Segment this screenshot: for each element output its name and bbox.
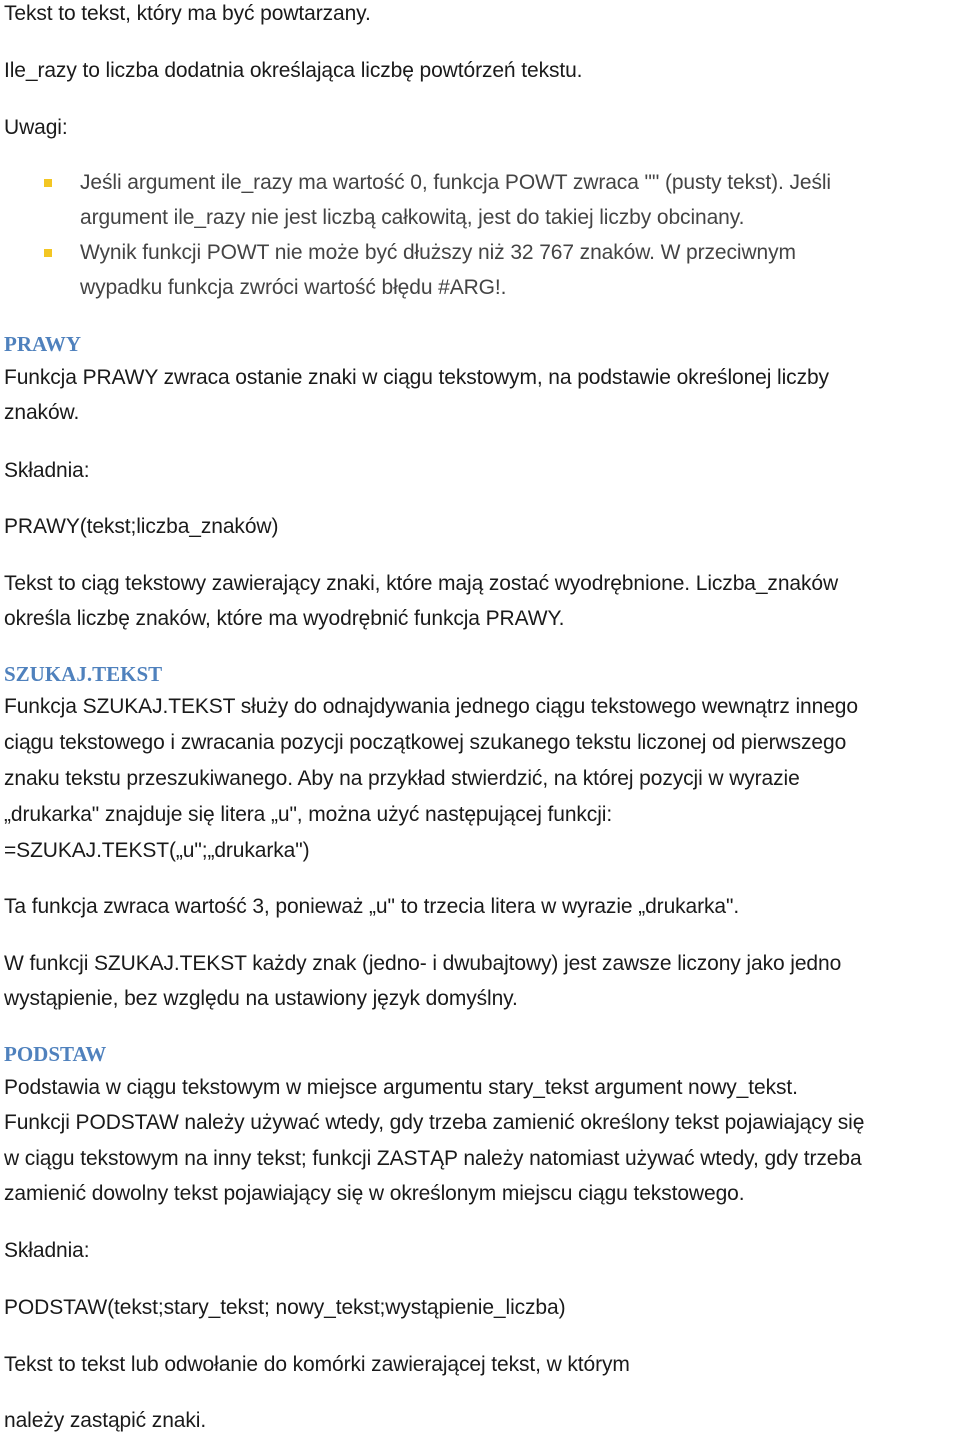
- podstaw-description-line-1: Podstawia w ciągu tekstowym w miejsce argumentu stary_tekst argument nowy_tekst.: [4, 1076, 798, 1099]
- szukaj-note-line-2: wystąpienie, bez względu na ustawiony język domyślny.: [4, 987, 518, 1010]
- prawy-description-line-1: Funkcja PRAWY zwraca ostanie znaki w ciągu tekstowym, na podstawie określonej liczby: [4, 366, 829, 389]
- szukaj-description-line-1: Funkcja SZUKAJ.TEKST służy do odnajdywania jednego ciągu tekstowego wewnątrz innego: [4, 695, 858, 718]
- szukaj-description-line-3: znaku tekstu przeszukiwanego. Aby na przykład stwierdzić, na której pozycji w wyrazie: [4, 767, 800, 790]
- podstaw-description-line-2: Funkcji PODSTAW należy używać wtedy, gdy trzeba zamienić określony tekst pojawiający się: [4, 1111, 865, 1134]
- note-2-line-1: Wynik funkcji POWT nie może być dłuższy niż 32 767 znaków. W przeciwnym: [80, 241, 796, 264]
- note-1-line-2: argument ile_razy nie jest liczbą całkowitą, jest do takiej liczby obcinany.: [80, 206, 745, 229]
- heading-szukaj-tekst: SZUKAJ.TEKST: [4, 662, 163, 686]
- prawy-syntax: PRAWY(tekst;liczba_znaków): [4, 515, 279, 538]
- tekst-argument-description: Tekst to tekst, który ma być powtarzany.: [4, 2, 371, 25]
- heading-prawy: PRAWY: [4, 332, 81, 356]
- prawy-description-line-2: znaków.: [4, 401, 80, 424]
- szukaj-description-line-2: ciągu tekstowego i zwracania pozycji początkowej szukanego tekstu liczonej od pierwszego: [4, 731, 847, 754]
- podstaw-description-line-4: zamienić dowolny tekst pojawiający się w określonym miejscu ciągu tekstowego.: [4, 1182, 745, 1205]
- prawy-arguments-line-1: Tekst to ciąg tekstowy zawierający znaki, które mają zostać wyodrębnione. Liczba_znaków: [4, 572, 839, 595]
- podstaw-syntax: PODSTAW(tekst;stary_tekst; nowy_tekst;wystąpienie_liczba): [4, 1296, 566, 1319]
- podstaw-arguments-line-2: należy zastąpić znaki.: [4, 1409, 207, 1432]
- podstaw-skladnia-label: Składnia:: [4, 1239, 90, 1262]
- bullet-square-icon: [44, 179, 52, 187]
- bullet-square-icon: [44, 249, 52, 257]
- note-2-line-2: wypadku funkcja zwróci wartość błędu #ARG!.: [80, 276, 507, 299]
- prawy-skladnia-label: Składnia:: [4, 459, 90, 482]
- uwagi-label: Uwagi:: [4, 116, 68, 139]
- ile-razy-argument-description: Ile_razy to liczba dodatnia określająca liczbę powtórzeń tekstu.: [4, 59, 583, 82]
- szukaj-result-explanation: Ta funkcja zwraca wartość 3, ponieważ „u" to trzecia litera w wyrazie „drukarka".: [4, 895, 740, 918]
- szukaj-description-line-4: „drukarka" znajduje się litera „u", można użyć następującej funkcji:: [4, 803, 613, 826]
- note-1-line-1: Jeśli argument ile_razy ma wartość 0, funkcja POWT zwraca "" (pusty tekst). Jeśli: [80, 171, 831, 194]
- podstaw-arguments-line-1: Tekst to tekst lub odwołanie do komórki zawierającej tekst, w którym: [4, 1353, 630, 1376]
- heading-podstaw: PODSTAW: [4, 1042, 107, 1066]
- prawy-arguments-line-2: określa liczbę znaków, które ma wyodrębnić funkcja PRAWY.: [4, 607, 565, 630]
- podstaw-description-line-3: w ciągu tekstowym na inny tekst; funkcji ZASTĄP należy natomiast używać wtedy, gdy trzeba: [4, 1147, 862, 1170]
- szukaj-note-line-1: W funkcji SZUKAJ.TEKST każdy znak (jedno- i dwubajtowy) jest zawsze liczony jako jedno: [4, 952, 842, 975]
- szukaj-formula-example: =SZUKAJ.TEKST(„u";„drukarka"): [4, 839, 310, 862]
